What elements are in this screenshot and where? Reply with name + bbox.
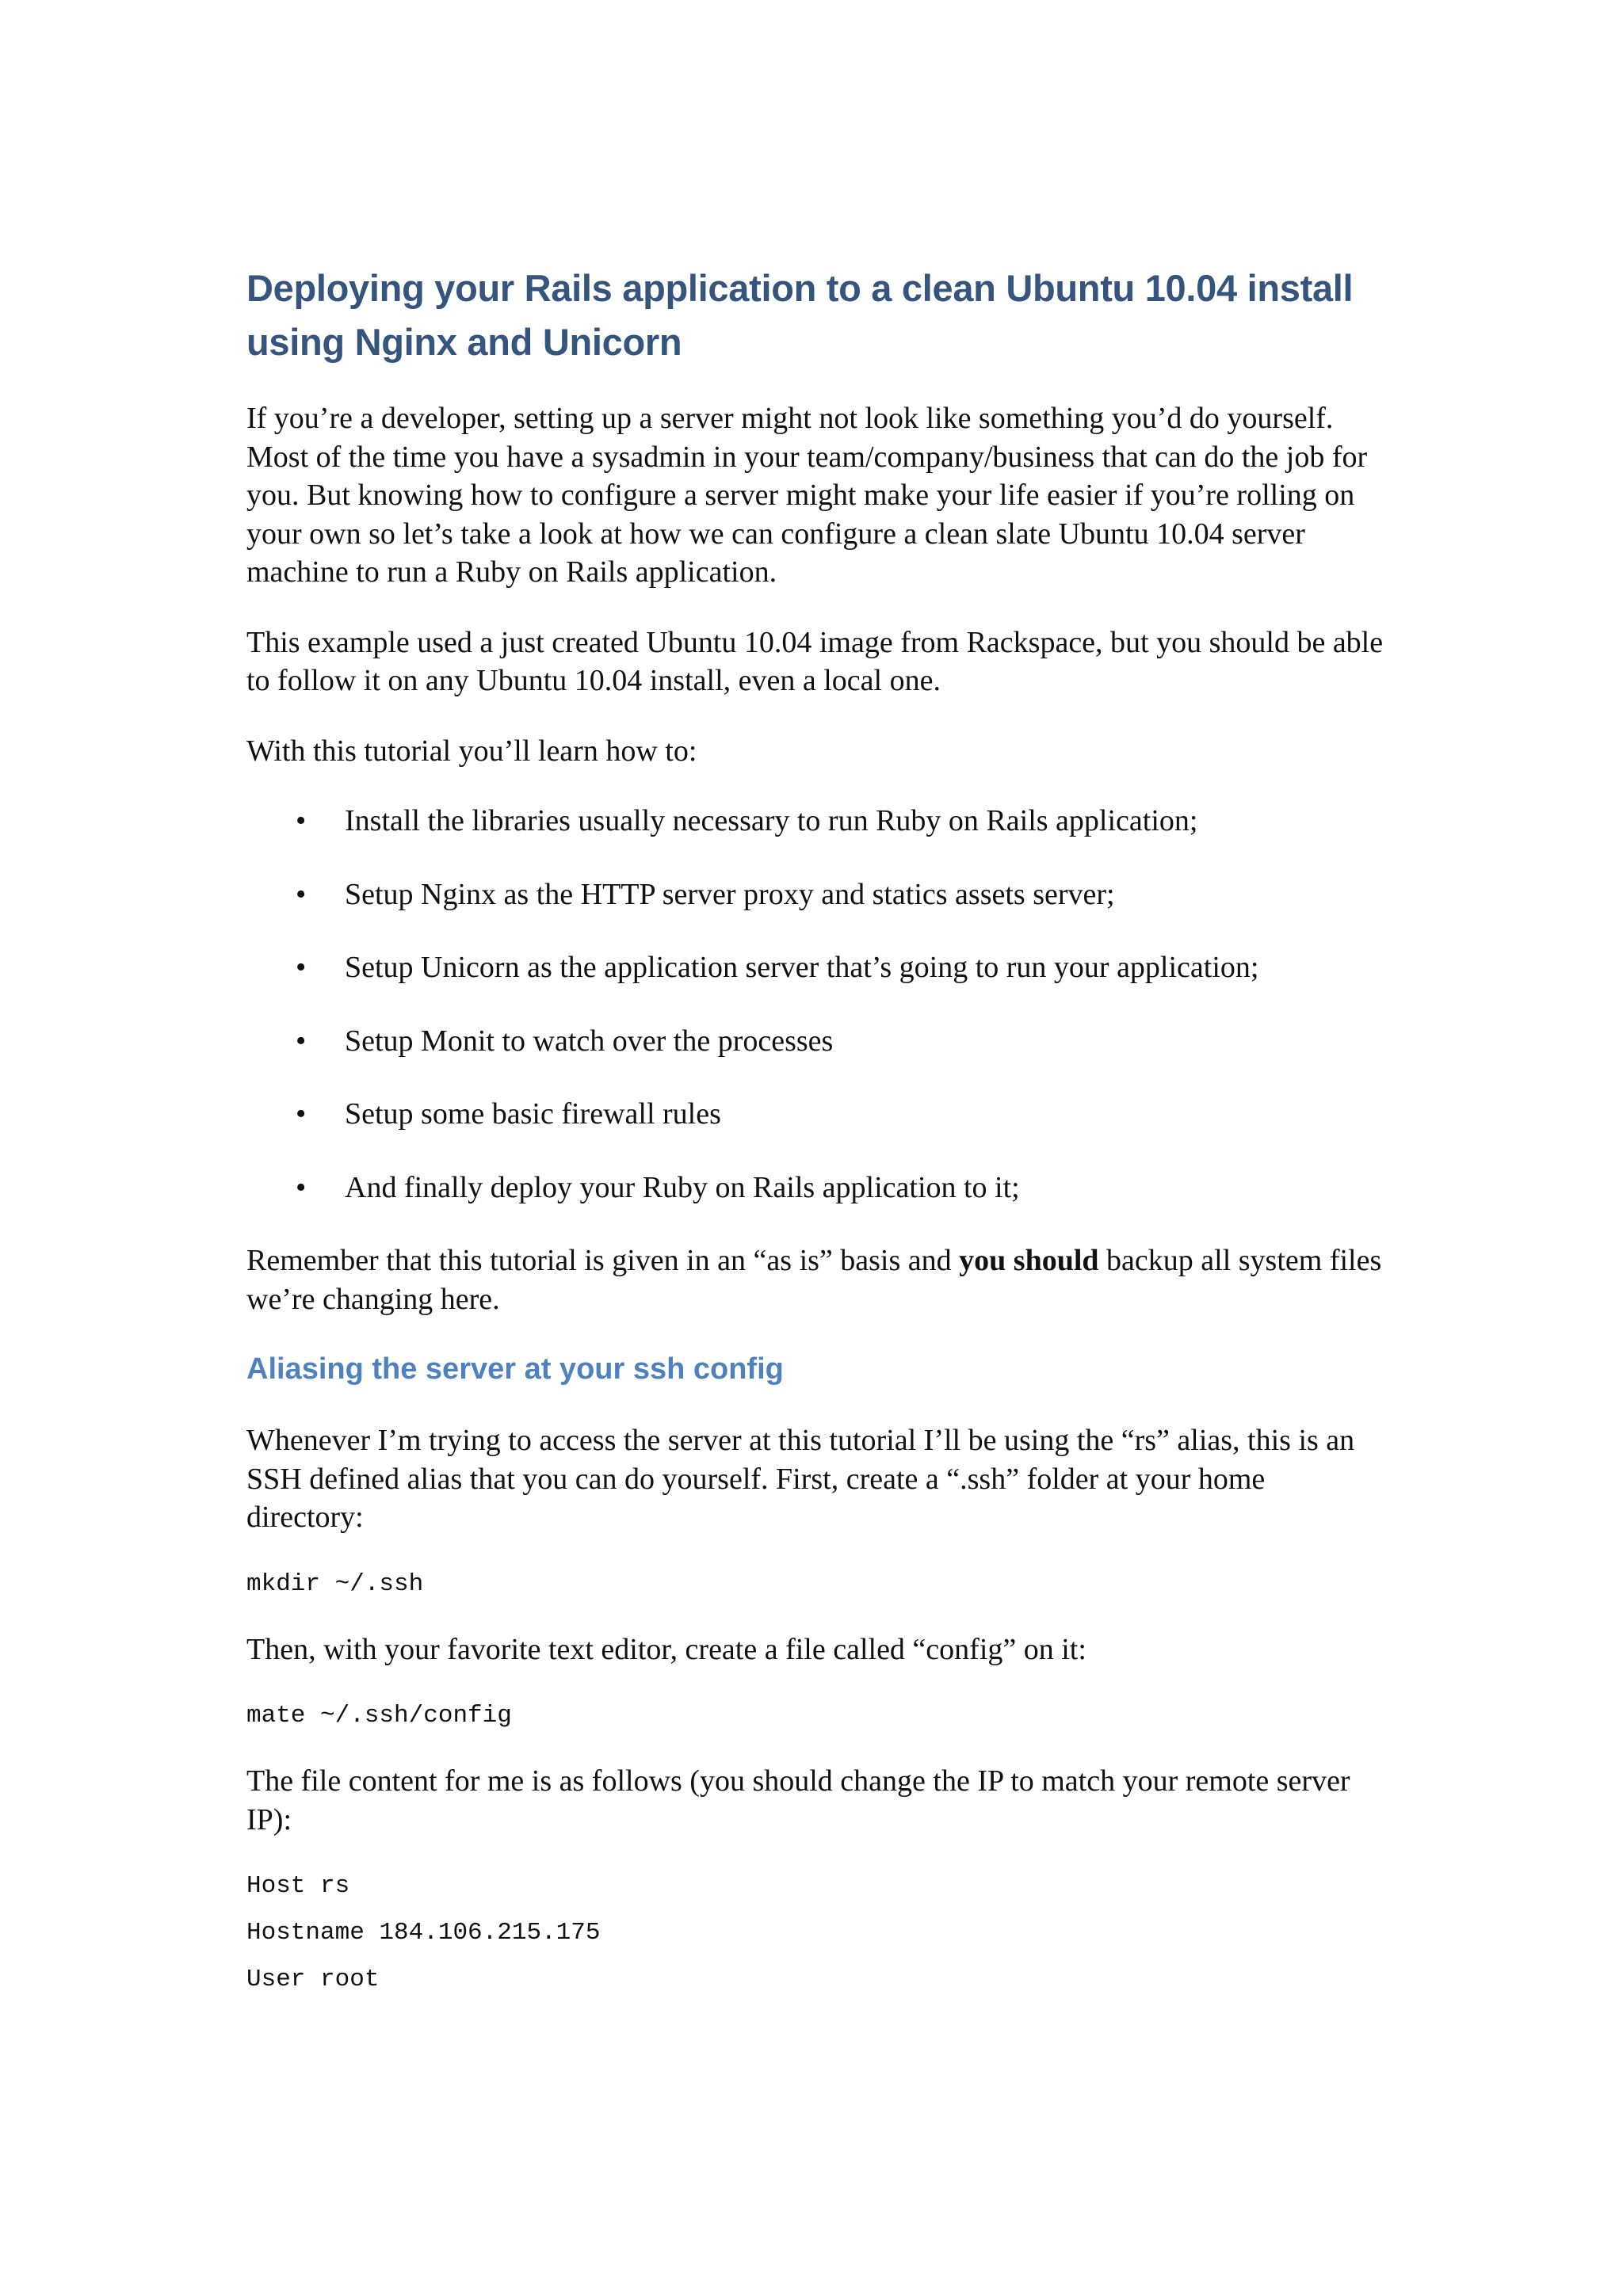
editor-paragraph: Then, with your favorite text editor, create a file called “config” on it: <box>246 1632 1086 1666</box>
intro-paragraph: If you’re a developer, setting up a server might not look like something you’d do yourself. Most of the time you have a sysadmin in your team/company/business that can do the job for you. But knowing how to configure a server might make your life easier if you’re rolling on your own so let’s take a look at how we can configure a clean slate Ubuntu 10.04 server machine to run a Ruby on Rails application. <box>246 402 1368 589</box>
remember-emphasis: you should <box>959 1244 1099 1277</box>
bullet-icon: • <box>296 1097 307 1131</box>
list-item <box>246 875 1388 914</box>
remember-paragraph <box>246 1241 1388 1318</box>
list-item-text: Setup Nginx as the HTTP server proxy and statics assets server; <box>345 877 1115 911</box>
code-line: User root <box>246 1966 380 1993</box>
alias-paragraph: Whenever I’m trying to access the server at this tutorial I’ll be using the “rs” alias, this is an SSH defined alias that you can do yourself. First, create a “.ssh” folder at your home directory: <box>246 1424 1355 1534</box>
example-paragraph: This example used a just created Ubuntu 10.04 image from Rackspace, but you should be able to follow it on any Ubuntu 10.04 install, even a local one. <box>246 625 1384 697</box>
list-item <box>246 1022 1388 1061</box>
list-item-text: Setup Monit to watch over the processes <box>345 1024 834 1058</box>
list-item-text: Setup Unicorn as the application server that’s going to run your application; <box>345 951 1259 984</box>
code-line: Host rs <box>246 1872 350 1900</box>
list-item-text: Install the libraries usually necessary to run Ruby on Rails application; <box>345 804 1198 837</box>
learning-list <box>246 802 1388 1207</box>
code-mate: mate ~/.ssh/config <box>246 1702 512 1730</box>
document-page <box>246 261 1388 2011</box>
list-item-text: Setup some basic firewall rules <box>345 1097 721 1131</box>
bullet-icon: • <box>296 1024 307 1058</box>
document-title: Deploying your Rails application to a clean Ubuntu 10.04 install using Nginx and Unicorn <box>246 267 1354 363</box>
bullet-icon: • <box>296 877 307 911</box>
ssh-config-code-block <box>246 1871 1388 1996</box>
section-heading: Aliasing the server at your ssh config <box>246 1352 784 1386</box>
list-item <box>246 1095 1388 1134</box>
list-item-text: And finally deploy your Ruby on Rails application to it; <box>345 1170 1020 1204</box>
list-item <box>246 802 1388 841</box>
file-content-paragraph: The file content for me is as follows (you should change the IP to match your remote server IP): <box>246 1764 1350 1836</box>
bullet-icon: • <box>296 1170 307 1204</box>
learn-intro-paragraph: With this tutorial you’ll learn how to: <box>246 734 697 768</box>
code-line: Hostname 184.106.215.175 <box>246 1919 601 1947</box>
remember-text-after: backup all system files we’re changing here. <box>246 1244 1382 1316</box>
list-item <box>246 1169 1388 1207</box>
list-item <box>246 948 1388 987</box>
bullet-icon: • <box>296 951 307 984</box>
bullet-icon: • <box>296 804 307 837</box>
code-mkdir: mkdir ~/.ssh <box>246 1569 424 1598</box>
remember-text-before: Remember that this tutorial is given in an “as is” basis and <box>246 1244 960 1277</box>
